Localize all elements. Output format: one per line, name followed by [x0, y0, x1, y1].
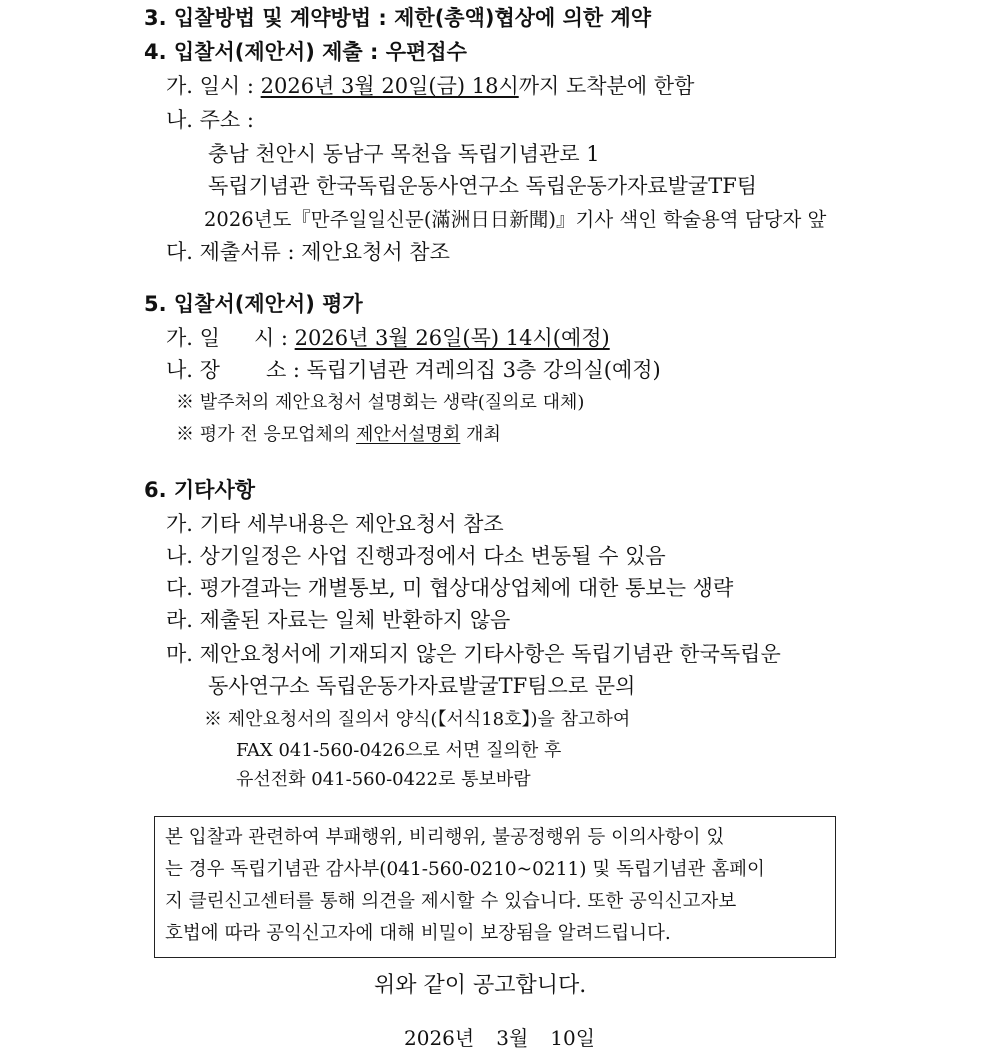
note-2-suffix: 개최 — [460, 424, 501, 445]
eval-date: 2026년 3월 26일(목) 14시(예정) — [294, 326, 610, 350]
section-4-item-da: 다. 제출서류 : 제안요청서 참조 — [166, 240, 450, 264]
section-6-note-2: FAX 041-560-0426으로 서면 질의한 후 — [236, 740, 562, 761]
section-5-item-na — [166, 356, 661, 384]
closing-statement: 위와 같이 공고합니다. — [374, 973, 587, 998]
section-5-note-2 — [176, 421, 501, 449]
section-4-heading: 4. 입찰서(제안서) 제출 : 우편접수 — [144, 40, 467, 64]
section-6-item-na: 나. 상기일정은 사업 진행과정에서 다소 변동될 수 있음 — [166, 544, 666, 568]
address-line-1: 충남 천안시 동남구 목천읍 독립기념관로 1 — [208, 142, 600, 166]
section-6-item-ma-2: 동사연구소 독립운동가자료발굴TF팀으로 문의 — [208, 674, 636, 698]
eval-date-label-b: 시 : — [253, 326, 295, 350]
date-month: 3월 — [496, 1026, 529, 1050]
eval-place-label-b: 소 : 독립기념관 겨레의집 3층 강의실(예정) — [265, 358, 661, 382]
note-2-prefix: ※ 평가 전 응모업체의 — [176, 424, 356, 445]
deadline-label: 가. 일시 : — [166, 74, 261, 98]
section-6-note-3: 유선전화 041-560-0422로 통보바람 — [236, 769, 531, 790]
section-5-heading: 5. 입찰서(제안서) 평가 — [144, 292, 363, 316]
deadline-suffix: 까지 도착분에 한함 — [518, 74, 695, 98]
section-6-item-ra: 라. 제출된 자료는 일체 반환하지 않음 — [166, 608, 511, 632]
date-day: 10일 — [550, 1026, 596, 1050]
date-year: 2026년 — [404, 1026, 475, 1050]
section-4-item-na: 나. 주소 : — [166, 108, 254, 132]
deadline-date: 2026년 3월 20일(금) 18시 — [260, 74, 519, 98]
address-line-3: 2026년도『만주일일신문(滿洲日日新聞)』기사 색인 학술용역 담당자 앞 — [204, 208, 827, 231]
notice-line-3: 지 클린신고센터를 통해 의견을 제시할 수 있습니다. 또한 공익신고자보 — [165, 891, 737, 912]
section-6-heading: 6. 기타사항 — [144, 478, 256, 502]
eval-place-label-a: 나. 장 — [166, 358, 220, 382]
notice-line-1: 본 입찰과 관련하여 부패행위, 비리행위, 불공정행위 등 이의사항이 있 — [165, 827, 725, 848]
section-5-note-1: ※ 발주처의 제안요청서 설명회는 생략(질의로 대체) — [176, 392, 585, 413]
section-6-item-ga: 가. 기타 세부내용은 제안요청서 참조 — [166, 512, 504, 536]
notice-line-4: 호법에 따라 공익신고자에 대해 비밀이 보장됨을 알려드립니다. — [165, 923, 671, 944]
announcement-date — [404, 1024, 595, 1052]
section-4-item-ga — [166, 72, 694, 100]
integrity-notice-box — [154, 816, 836, 958]
eval-date-label-a: 가. 일 — [166, 326, 220, 350]
section-3-heading: 3. 입찰방법 및 계약방법 : 제한(총액)협상에 의한 계약 — [144, 6, 652, 30]
section-6-item-da: 다. 평가결과는 개별통보, 미 협상대상업체에 대한 통보는 생략 — [166, 576, 734, 600]
notice-line-2: 는 경우 독립기념관 감사부(041-560-0210~0211) 및 독립기념관 홈페이 — [165, 859, 765, 880]
section-6-note-1: ※ 제안요청서의 질의서 양식(【서식18호】)을 참고하여 — [204, 709, 631, 730]
section-5-item-ga — [166, 324, 610, 352]
section-6-item-ma-1: 마. 제안요청서에 기재되지 않은 기타사항은 독립기념관 한국독립운 — [166, 642, 781, 666]
address-line-2: 독립기념관 한국독립운동사연구소 독립운동가자료발굴TF팀 — [208, 174, 758, 198]
proposal-briefing: 제안서설명회 — [356, 424, 461, 445]
